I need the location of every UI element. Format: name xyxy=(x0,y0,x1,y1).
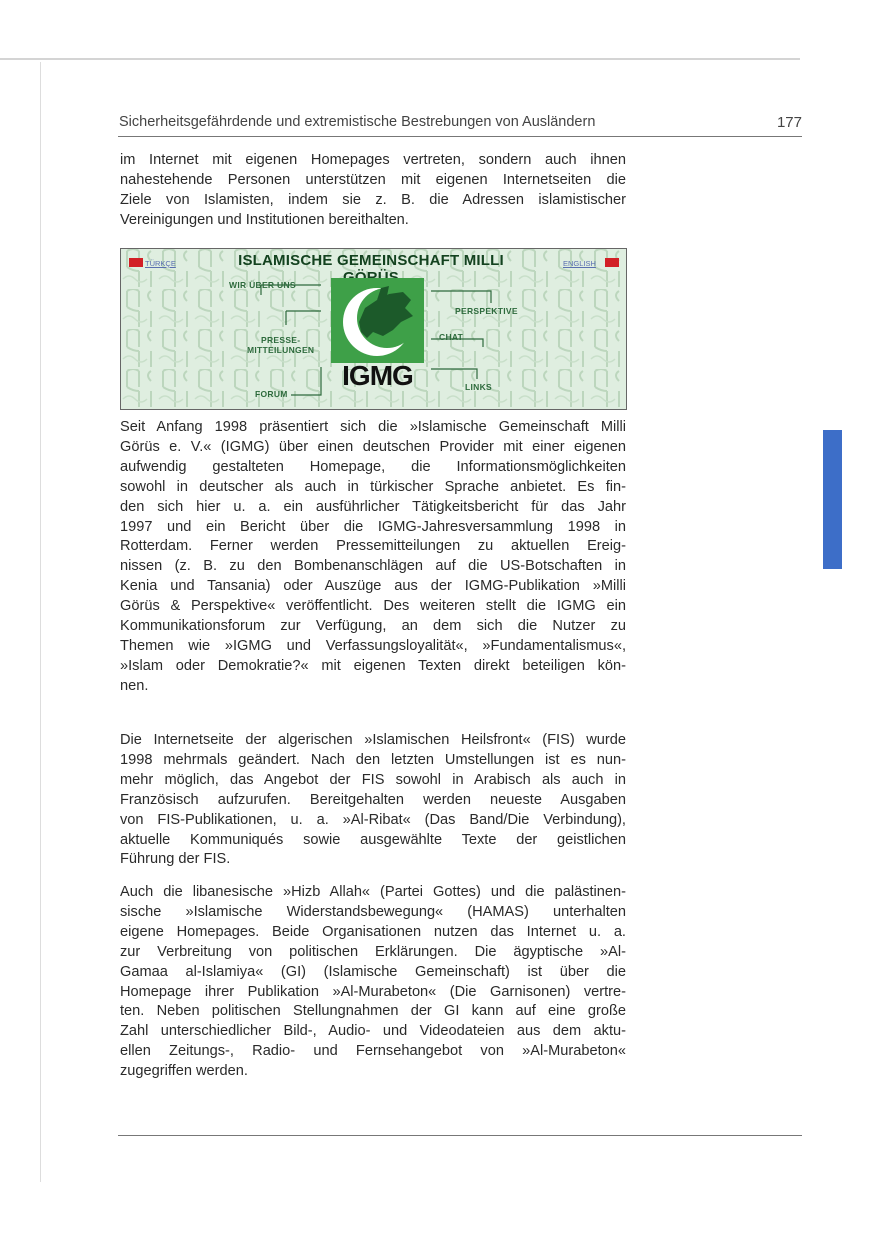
text-line: »Islam oder Demokratie?« mit eigenen Texten direkt beteiligen kön- xyxy=(120,657,626,674)
nav-perspektive[interactable]: PERSPEKTIVE xyxy=(455,306,518,316)
text-line: nissen (z. B. zu den Bombenanschlägen auf die US-Botschaften in xyxy=(120,558,626,575)
text-line: den sich hier u. a. ein ausführlicher Tätigkeitsbericht für das Jahr xyxy=(120,498,626,515)
nav-links[interactable]: LINKS xyxy=(465,382,492,392)
chapter-color-marker xyxy=(823,430,842,569)
igmg-homepage-screenshot xyxy=(120,248,627,410)
text-line: sowohl in deutscher als auch in türkischer Sprache anbietet. Es fin- xyxy=(120,478,626,495)
running-header xyxy=(118,112,802,137)
text-line: Führung der FIS. xyxy=(120,851,231,868)
paragraph-4 xyxy=(120,883,626,1082)
text-line: sische »Islamische Widerstandsbewegung« (HAMAS) unterhalten xyxy=(120,903,626,920)
text-line: aufwendig gestalteten Homepage, die Informationsmöglichkeiten xyxy=(120,458,626,475)
page-number: 177 xyxy=(776,114,802,131)
nav-wir-ueber-uns[interactable]: WIR ÜBER UNS xyxy=(229,280,296,290)
text-line: Rotterdam. Ferner werden Pressemitteilungen zu aktuellen Ereig- xyxy=(120,538,626,555)
text-line: Seit Anfang 1998 präsentiert sich die »Islamische Gemeinschaft Milli xyxy=(120,419,626,435)
link-turkce[interactable]: TÜRKÇE xyxy=(145,259,176,268)
text-line: Ziele von Islamisten, indem sie z. B. die Adressen islamistischer xyxy=(120,191,626,208)
text-line: 1998 mehrmals geändert. Nach den letzten Umstellungen ist es nun- xyxy=(120,751,626,768)
text-line: Themen wie »IGMG und Verfassungsloyalität«, »Fundamentalismus«, xyxy=(120,637,626,654)
igmg-logo-text: IGMG xyxy=(342,360,413,391)
nav-presse-line1: PRESSE- xyxy=(260,335,301,345)
union-jack-flag-icon[interactable] xyxy=(605,258,619,267)
paragraph-1 xyxy=(120,151,626,231)
text-line: Zahl unterschiedlicher Bild-, Audio- und Videodateien aus dem aktu- xyxy=(120,1023,626,1040)
text-line: Vereinigungen und Institutionen bereithalten. xyxy=(120,211,409,228)
text-line: Die Internetseite der algerischen »Islamischen Heilsfront« (FIS) wurde xyxy=(120,732,626,748)
link-english[interactable]: ENGLISH xyxy=(563,259,596,268)
nav-forum[interactable]: FORUM xyxy=(255,389,288,399)
nav-chat[interactable]: CHAT xyxy=(439,332,464,342)
turkish-flag-icon[interactable] xyxy=(129,258,143,267)
running-header-title: Sicherheitsgefährdende und extremistische Bestrebungen von Ausländern xyxy=(119,114,596,130)
text-line: Auch die libanesische »Hizb Allah« (Partei Gottes) und die palästinen- xyxy=(120,884,626,900)
text-line: von FIS-Publikationen, u. a. »Al-Ribat« (Das Band/Die Verbindung), xyxy=(120,811,626,828)
crescent-europe-icon xyxy=(331,278,424,363)
text-line: Homepage ihrer Publikation »Al-Murabeton« (Die Garnisonen) vertre- xyxy=(120,983,626,1000)
text-line: nen. xyxy=(120,677,149,694)
nav-pressemitteilungen[interactable] xyxy=(247,335,314,355)
text-line: aktuelle Kommuniqués sowie ausgewählte Texte der geistlichen xyxy=(120,831,626,848)
text-line: mehr möglich, das Angebot der FIS sowohl in Arabisch als auch in xyxy=(120,771,626,788)
text-line: Görüs e. V.« (IGMG) über einen deutschen Provider mit einer eigenen xyxy=(120,438,626,455)
text-line: Französisch aufzurufen. Bereitgehalten werden neueste Ausgaben xyxy=(120,791,626,808)
text-line: Gamaa al-Islamiya« (GI) (Islamische Gemeinschaft) ist über die xyxy=(120,963,626,980)
scan-edge-top xyxy=(0,58,800,60)
nav-presse-line2: MITTEILUNGEN xyxy=(247,345,315,355)
footer-rule xyxy=(118,1135,802,1136)
text-line: im Internet mit eigenen Homepages vertreten, sondern auch ihnen xyxy=(120,152,626,168)
text-line: eigene Homepages. Beide Organisationen nutzen das Internet u. a. xyxy=(120,923,626,940)
text-line: zur Verbreitung von politischen Erklärungen. Die ägyptische »Al- xyxy=(120,943,626,960)
text-line: zugegriffen werden. xyxy=(120,1063,248,1080)
text-line: ellen Zeitungs-, Radio- und Fernsehangebot von »Al-Murabeton« xyxy=(120,1043,626,1060)
text-line: Görüs & Perspektive« veröffentlicht. Des weiteren stellt die IGMG ein xyxy=(120,598,626,615)
text-line: Kenia und Tansania) oder Auszüge aus der IGMG-Publikation »Milli xyxy=(120,578,626,595)
scan-edge-left xyxy=(40,62,41,1182)
text-line: ten. Neben politischen Stellungnahmen der GI kann auf eine große xyxy=(120,1003,626,1020)
igmg-logo[interactable] xyxy=(331,278,424,363)
paragraph-2 xyxy=(120,418,626,697)
paragraph-3 xyxy=(120,731,626,870)
text-line: nahestehende Personen unterstützen mit eigenen Internetseiten die xyxy=(120,171,626,188)
figure-site-title: ISLAMISCHE GEMEINSCHAFT MILLI xyxy=(238,252,504,269)
text-line: Kommunikationsforum zur Verfügung, an dem sich die Nutzer zu xyxy=(120,618,626,635)
text-line: 1997 und ein Bericht über die IGMG-Jahresversammlung 1998 in xyxy=(120,518,626,535)
